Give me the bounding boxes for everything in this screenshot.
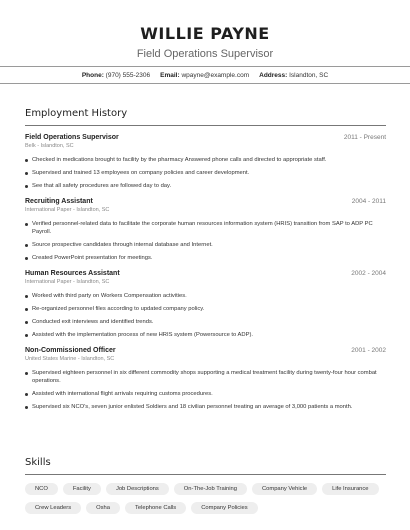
skill-tag: Osha — [86, 502, 120, 514]
contact-address — [257, 72, 330, 79]
skills-list — [25, 483, 386, 514]
job-dates: 2002 - 2004 — [351, 270, 386, 277]
skill-tag: Crew Leaders — [25, 502, 81, 514]
job-company: United States Marine - Islandton, SC — [25, 356, 115, 362]
skill-tag: Telephone Calls — [125, 502, 186, 514]
candidate-role: Field Operations Supervisor — [136, 48, 274, 60]
contact-bar — [0, 66, 410, 84]
job-entry — [25, 198, 386, 262]
job-entry — [25, 347, 386, 411]
job-bullets — [25, 292, 386, 339]
job-bullets — [25, 369, 386, 411]
contact-phone-label: Phone: — [81, 71, 104, 79]
job-entry — [25, 270, 386, 339]
job-title: Human Resources Assistant — [25, 270, 120, 277]
job-company: International Paper - Islandton, SC — [25, 279, 110, 285]
job-company: Belk - Islandton, SC — [25, 143, 74, 149]
job-bullet: Supervised six NCO's, seven junior enlisted Soldiers and 18 civilian personnel treating an average of 3,000 patients a month. — [25, 403, 386, 411]
contact-phone — [80, 72, 152, 79]
job-entry — [25, 134, 386, 190]
employment-section — [25, 108, 386, 416]
job-bullet: Conducted exit interviews and identified trends. — [25, 318, 386, 326]
contact-email-label: Email: — [160, 71, 180, 79]
job-bullet: See that all safety procedures are followed day to day. — [25, 182, 386, 190]
job-dates: 2001 - 2002 — [351, 347, 386, 354]
candidate-name: WILLIE PAYNE — [140, 24, 270, 43]
job-bullet: Assisted with the implementation process of new HRIS system (Powersource to ADP). — [25, 331, 386, 339]
job-bullet: Assisted with international flight arrivals requiring customs procedures. — [25, 390, 386, 398]
job-bullet: Re-organized personnel files according to updated company policy. — [25, 305, 386, 313]
contact-phone-value[interactable]: (970) 555-2306 — [105, 71, 151, 79]
job-company: International Paper - Islandton, SC — [25, 207, 110, 213]
skill-tag: Facility — [63, 483, 101, 495]
skill-tag: Job Descriptions — [106, 483, 169, 495]
skills-section — [25, 457, 386, 514]
job-bullet: Supervised eighteen personnel in six different commodity shops supporting a medical treatment facility during twenty-four hour combat operations. — [25, 369, 386, 385]
job-title: Recruiting Assistant — [25, 198, 93, 205]
job-bullet: Verified personnel-related data to facilitate the corporate human resources information system (HRIS) transition from SAP to ADP PC Payroll. — [25, 220, 386, 236]
contact-address-value: Islandton, SC — [289, 71, 329, 79]
job-bullet: Supervised and trained 13 employees on company policies and career development. — [25, 169, 386, 177]
skill-tag: On-The-Job Training — [174, 483, 247, 495]
contact-email — [158, 72, 251, 79]
job-bullets — [25, 156, 386, 190]
job-dates: 2011 - Present — [343, 134, 386, 141]
job-bullet: Created PowerPoint presentation for meetings. — [25, 254, 386, 262]
resume-header — [0, 0, 410, 60]
contact-address-label: Address: — [259, 71, 288, 79]
job-bullet: Worked with third party on Workers Compensation activities. — [25, 292, 386, 300]
job-title: Field Operations Supervisor — [25, 134, 119, 141]
job-bullets — [25, 220, 386, 262]
contact-email-value[interactable]: wpayne@example.com — [181, 71, 250, 79]
skill-tag: Company Vehicle — [252, 483, 317, 495]
skill-tag: NCO — [25, 483, 58, 495]
job-title: Non-Commissioned Officer — [25, 347, 116, 354]
skills-title: Skills — [25, 457, 386, 475]
skill-tag: Company Policies — [191, 502, 257, 514]
skill-tag: Life Insurance — [322, 483, 378, 495]
job-bullet: Source prospective candidates through internal database and Internet. — [25, 241, 386, 249]
job-bullet: Checked in medications brought to facility by the pharmacy Answered phone calls and directed to appropriate staff. — [25, 156, 386, 164]
employment-title: Employment History — [25, 108, 386, 126]
job-dates: 2004 - 2011 — [351, 198, 386, 205]
